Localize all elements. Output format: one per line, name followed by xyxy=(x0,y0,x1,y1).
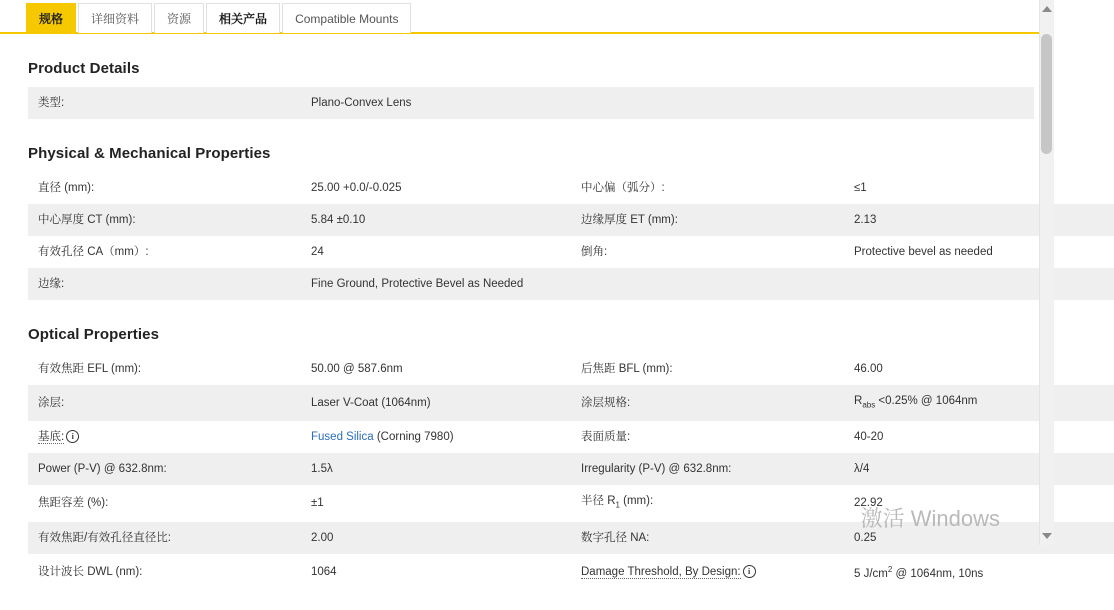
cell-label: 中心偏（弧分）: xyxy=(571,172,844,204)
table-product-details xyxy=(28,87,1034,119)
cell-value: λ/4 xyxy=(844,453,1114,485)
cell-value: 5.84 ±0.10 xyxy=(301,204,571,236)
table-row xyxy=(28,385,1114,421)
superscript-2: 2 xyxy=(887,564,893,574)
cell-label: 有效孔径 CA（mm）: xyxy=(28,236,301,268)
table-row xyxy=(28,421,1114,453)
tab-bar xyxy=(0,0,1054,34)
cell-label: Power (P-V) @ 632.8nm: xyxy=(28,453,301,485)
next-section-partial xyxy=(28,589,1034,608)
coating-spec-rest: <0.25% @ 1064nm xyxy=(875,395,978,407)
cell-label: 涂层: xyxy=(28,385,301,421)
cell-value: ±1 xyxy=(301,485,571,521)
table-physical-mechanical xyxy=(28,172,1114,300)
cell-label-damage-threshold xyxy=(571,554,844,590)
cell-label-text: Damage Threshold, By Design: xyxy=(581,565,741,578)
page-scrollbar[interactable] xyxy=(1039,0,1054,545)
scroll-up-arrow-icon[interactable] xyxy=(1042,6,1052,12)
section-title-product-details: Product Details xyxy=(28,60,140,77)
cell-value: 25.00 +0.0/-0.025 xyxy=(301,172,571,204)
cell-label: 倒角: xyxy=(571,236,844,268)
cell-value: Fine Ground, Protective Bevel as Needed xyxy=(301,268,1114,300)
tab-resources[interactable]: 资源 xyxy=(154,3,204,33)
cell-label: 中心厚度 CT (mm): xyxy=(28,204,301,236)
tab-details[interactable]: 详细资料 xyxy=(78,3,152,33)
table-row xyxy=(28,172,1114,204)
cell-label: 设计波长 DWL (nm): xyxy=(28,554,301,590)
cell-value: Plano-Convex Lens xyxy=(301,87,1034,119)
table-row xyxy=(28,268,1114,300)
info-icon[interactable]: i xyxy=(66,430,79,443)
table-row xyxy=(28,554,1114,590)
cell-value: 50.00 @ 587.6nm xyxy=(301,353,571,385)
substrate-rest: (Corning 7980) xyxy=(373,431,454,444)
info-icon[interactable]: i xyxy=(743,565,756,578)
cell-value: 1.5λ xyxy=(301,453,571,485)
cell-label: 边缘厚度 ET (mm): xyxy=(571,204,844,236)
cell-value: 2.00 xyxy=(301,522,571,554)
cell-value-damage-threshold: 5 $J/cm^2$ @ 1064nm, 10ns xyxy=(844,554,1114,590)
cell-value: 1064 xyxy=(301,554,571,590)
cell-label: 涂层规格: xyxy=(571,385,844,421)
cell-label: 后焦距 BFL (mm): xyxy=(571,353,844,385)
tab-specifications[interactable]: 规格 xyxy=(26,3,76,33)
section-title-optical-properties: Optical Properties xyxy=(28,326,160,343)
cell-label: 表面质量: xyxy=(571,421,844,453)
windows-activation-watermark: 激活 Windows xyxy=(860,506,1000,531)
cell-label-radius: 半径 $R_1$ (mm): xyxy=(571,485,844,521)
cell-value: Protective bevel as needed xyxy=(844,236,1114,268)
table-row xyxy=(28,87,1034,119)
cell-value: 24 xyxy=(301,236,571,268)
cell-label: 有效焦距 EFL (mm): xyxy=(28,353,301,385)
table-row xyxy=(28,236,1114,268)
table-row xyxy=(28,204,1114,236)
cell-label: 边缘: xyxy=(28,268,301,300)
tab-compatible-mounts[interactable]: Compatible Mounts xyxy=(282,3,411,33)
cell-value: 46.00 xyxy=(844,353,1114,385)
cell-value: 0.25 xyxy=(844,522,1114,554)
scrollbar-thumb[interactable] xyxy=(1041,34,1052,154)
cell-value: 40-20 xyxy=(844,421,1114,453)
cell-value: 2.13 xyxy=(844,204,1114,236)
table-row xyxy=(28,453,1114,485)
cell-value-coating-spec: $R_{abs} <0.25\%$ @ 1064nm xyxy=(844,385,1114,421)
cell-label-substrate xyxy=(28,421,301,453)
cell-label: 数字孔径 NA: xyxy=(571,522,844,554)
substrate-link[interactable]: Fused Silica xyxy=(311,431,374,444)
cell-value: Laser V-Coat (1064nm) xyxy=(301,385,571,421)
section-title-physical-mechanical: Physical & Mechanical Properties xyxy=(28,145,271,162)
scroll-down-arrow-icon[interactable] xyxy=(1042,533,1052,539)
table-optical-properties xyxy=(28,353,1114,589)
cell-label: 有效焦距/有效孔径直径比: xyxy=(28,522,301,554)
subscript-1: 1 xyxy=(615,500,620,510)
cell-value-substrate xyxy=(301,421,571,453)
tab-related-products[interactable]: 相关产品 xyxy=(206,3,280,33)
cell-value: 22.92 xyxy=(844,485,1114,521)
subscript-abs: abs xyxy=(862,400,876,410)
cell-label: 直径 (mm): xyxy=(28,172,301,204)
cell-label: 类型: xyxy=(28,87,301,119)
table-row xyxy=(28,353,1114,385)
cell-label: 焦距容差 (%): xyxy=(28,485,301,521)
cell-label-text: 基底: xyxy=(38,431,65,444)
cell-value: ≤1 xyxy=(844,172,1114,204)
cell-label: Irregularity (P-V) @ 632.8nm: xyxy=(571,453,844,485)
